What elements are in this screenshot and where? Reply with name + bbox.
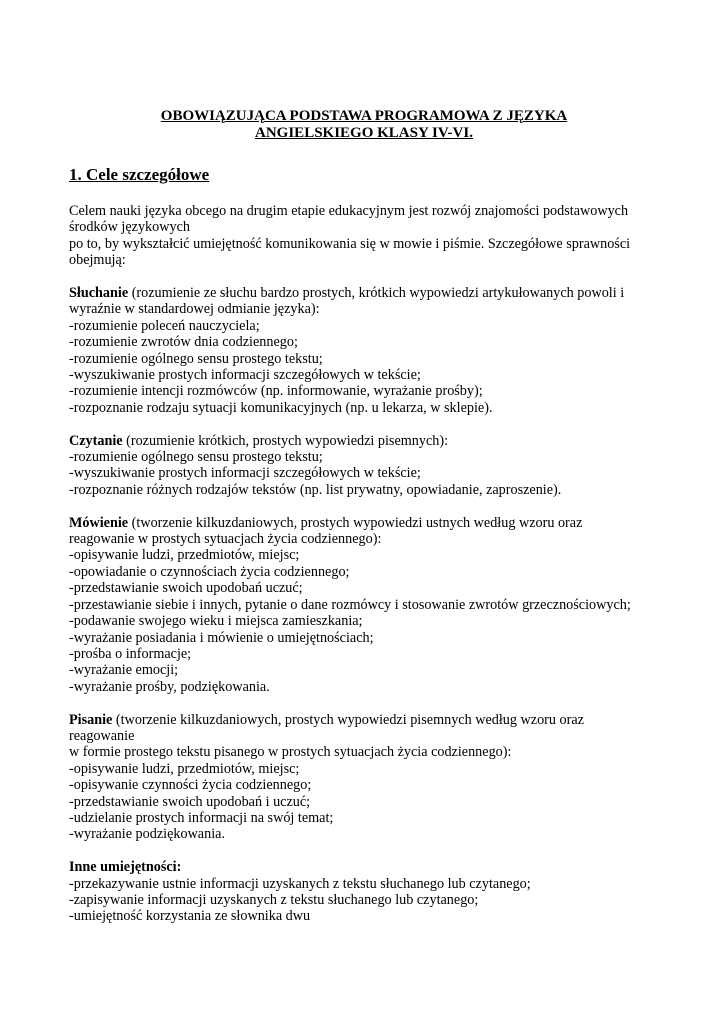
sluchanie-desc: (rozumienie ze słuchu bardzo prostych, krótkich wypowiedzi artykułowanych powoli i	[128, 285, 625, 302]
pisanie-section	[69, 712, 659, 843]
list-item: -opisywanie ludzi, przedmiotów, miejsc;	[69, 760, 300, 777]
list-item: -podawanie swojego wieku i miejsca zamieszkania;	[69, 613, 363, 630]
document-page	[69, 108, 659, 925]
list-item: -rozumienie intencji rozmówców (np. informowanie, wyrażanie prośby);	[69, 383, 483, 400]
mowienie-desc: (tworzenie kilkuzdaniowych, prostych wypowiedzi ustnych według wzoru oraz	[128, 514, 583, 531]
list-item: -rozumienie ogólnego sensu prostego tekstu;	[69, 350, 323, 367]
list-item: -wyrażanie posiadania i mówienie o umiejętnościach;	[69, 629, 374, 646]
intro-line: środków językowych	[69, 219, 190, 236]
list-item: -rozpoznanie różnych rodzajów tekstów (np. list prywatny, opowiadanie, zaproszenie).	[69, 481, 562, 498]
list-item: -przekazywanie ustnie informacji uzyskanych z tekstu słuchanego lub czytanego;	[69, 875, 531, 892]
list-item: -rozpoznanie rodzaju sytuacji komunikacyjnych (np. u lekarza, w sklepie).	[69, 399, 493, 416]
document-title	[69, 108, 659, 142]
list-item: -wyrażanie emocji;	[69, 662, 179, 679]
list-item: -przestawianie siebie i innych, pytanie o dane rozmówcy i stosowanie zwrotów grzecznościowych;	[69, 596, 631, 613]
czytanie-label: Czytanie	[69, 432, 123, 449]
list-item: -udzielanie prostych informacji na swój temat;	[69, 809, 334, 826]
inne-section	[69, 859, 659, 925]
list-item: -opowiadanie o czynnościach życia codziennego;	[69, 563, 350, 580]
list-item: -rozumienie poleceń nauczyciela;	[69, 317, 260, 334]
sluchanie-desc-line-2: wyraźnie w standardowej odmianie języka):	[69, 301, 320, 318]
list-item: -opisywanie ludzi, przedmiotów, miejsc;	[69, 547, 300, 564]
list-item: -przedstawianie swoich upodobań i uczuć;	[69, 793, 311, 810]
list-item: -wyrażanie prośby, podziękowania.	[69, 678, 270, 695]
pisanie-desc-line-3: w formie prostego tekstu pisanego w prostych sytuacjach życia codziennego):	[69, 744, 512, 761]
list-item: -rozumienie ogólnego sensu prostego tekstu;	[69, 449, 323, 466]
inne-label: Inne umiejętności:	[69, 859, 182, 876]
sluchanie-section	[69, 285, 659, 416]
intro-paragraph	[69, 203, 659, 269]
list-item: -wyszukiwanie prostych informacji szczegółowych w tekście;	[69, 465, 421, 482]
list-item: -opisywanie czynności życia codziennego;	[69, 777, 312, 794]
pisanie-intro	[69, 712, 659, 728]
pisanie-label: Pisanie	[69, 711, 113, 728]
sluchanie-label: Słuchanie	[69, 285, 129, 302]
list-item: -prośba o informacje;	[69, 645, 192, 662]
pisanie-desc-line-2: reagowanie	[69, 727, 135, 744]
intro-line: obejmują:	[69, 252, 126, 269]
czytanie-intro	[69, 433, 659, 449]
mowienie-intro	[69, 515, 659, 531]
mowienie-desc-line-2: reagowanie w prostych sytuacjach życia codziennego):	[69, 531, 382, 548]
pisanie-desc: (tworzenie kilkuzdaniowych, prostych wypowiedzi pisemnych według wzoru oraz	[112, 711, 584, 728]
sluchanie-intro	[69, 285, 659, 301]
czytanie-desc: (rozumienie krótkich, prostych wypowiedzi pisemnych):	[122, 432, 449, 449]
czytanie-section	[69, 433, 659, 499]
section-heading: 1. Cele szczegółowe	[69, 165, 210, 184]
list-item: -rozumienie zwrotów dnia codziennego;	[69, 334, 298, 351]
list-item: -przedstawianie swoich upodobań uczuć;	[69, 580, 303, 597]
list-item: -wyrażanie podziękowania.	[69, 826, 225, 843]
mowienie-label: Mówienie	[69, 514, 129, 531]
intro-line: po to, by wykształcić umiejętność komunikowania się w mowie i piśmie. Szczegółowe sprawności	[69, 235, 631, 252]
intro-line: Celem nauki języka obcego na drugim etapie edukacyjnym jest rozwój znajomości podstawowych	[69, 203, 629, 219]
title-line-1: OBOWIĄZUJĄCA PODSTAWA PROGRAMOWA Z JĘZYKA	[160, 108, 568, 124]
list-item: -zapisywanie informacji uzyskanych z tekstu słuchanego lub czytanego;	[69, 891, 479, 908]
mowienie-section	[69, 515, 659, 695]
title-line-2: ANGIELSKIEGO KLASY IV-VI.	[255, 125, 473, 141]
list-item: -wyszukiwanie prostych informacji szczegółowych w tekście;	[69, 367, 421, 384]
list-item: -umiejętność korzystania ze słownika dwu	[69, 908, 311, 925]
